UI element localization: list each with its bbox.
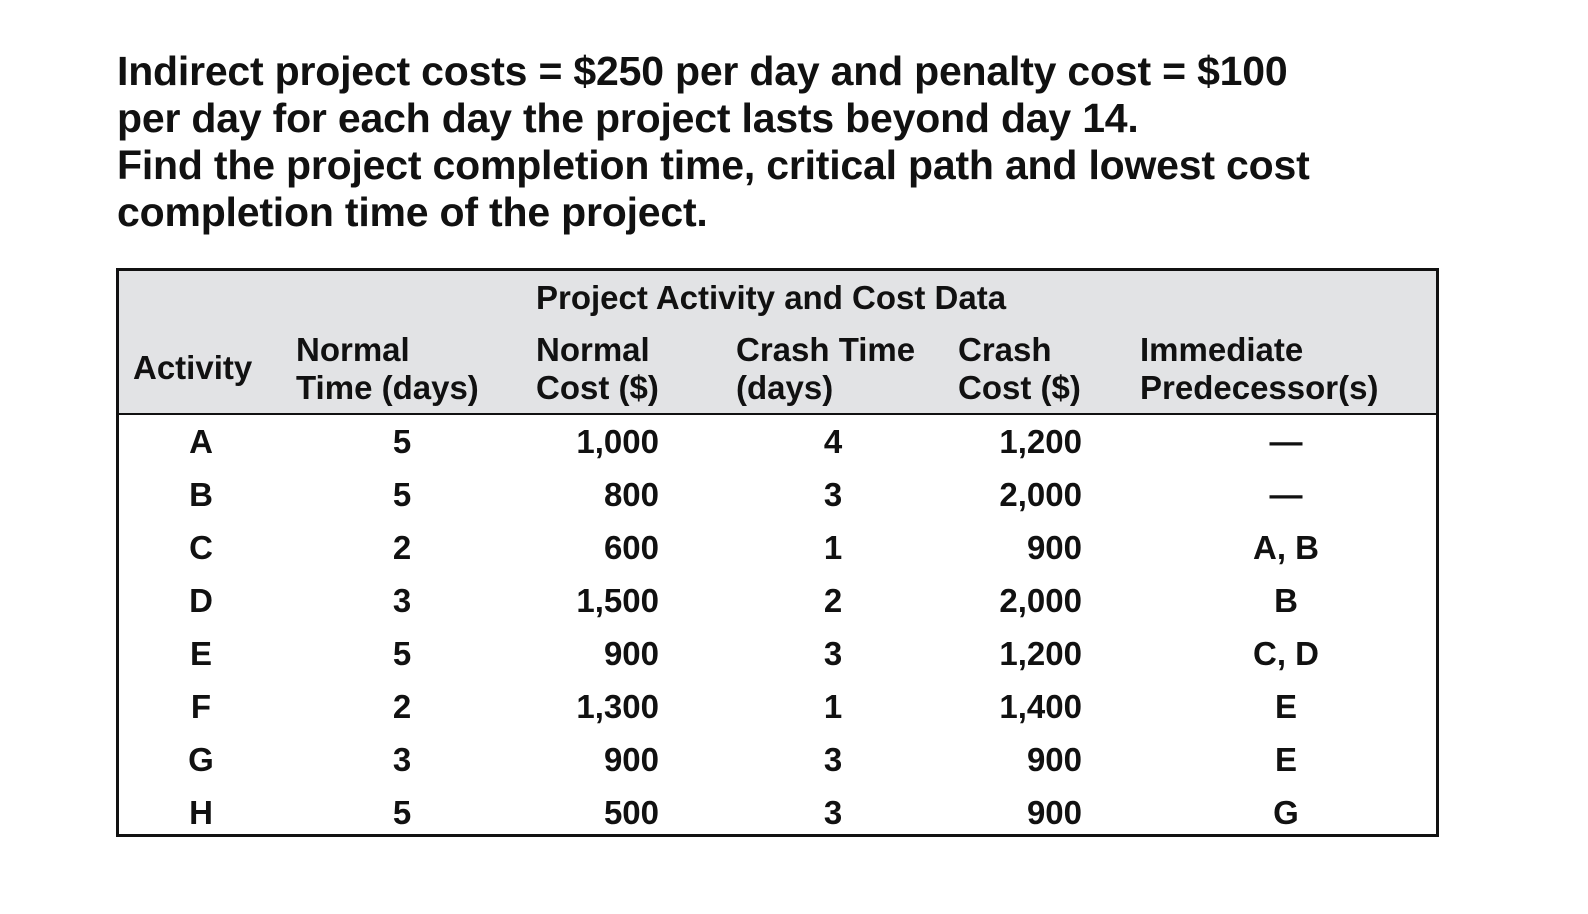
cell-normal-time: 3 — [392, 741, 412, 778]
cell-crash-time: 3 — [823, 794, 843, 831]
cell-crash-time: 1 — [823, 529, 843, 566]
cell-activity: E — [189, 635, 212, 672]
header-line: Predecessor(s) — [1140, 369, 1379, 406]
cell-normal-cost: 1,300 — [576, 688, 659, 725]
cell-normal-time: 5 — [392, 635, 412, 672]
cell-crash-cost: 1,200 — [999, 635, 1082, 672]
cell-activity: F — [190, 688, 212, 725]
header-line: Time (days) — [296, 369, 479, 406]
cell-crash-cost: 2,000 — [999, 476, 1082, 513]
table-header — [119, 271, 1436, 415]
cell-normal-time: 5 — [392, 794, 412, 831]
problem-line: per day for each day the project lasts beyond day 14. — [117, 95, 1139, 141]
cell-predecessors: — — [1269, 423, 1303, 460]
cell-predecessors: B — [1274, 582, 1298, 619]
cell-normal-cost: 900 — [603, 635, 659, 672]
cell-crash-time: 3 — [823, 635, 843, 672]
cell-crash-cost: 2,000 — [999, 582, 1082, 619]
cell-normal-time: 5 — [392, 423, 412, 460]
cell-normal-time: 3 — [392, 582, 412, 619]
problem-line: completion time of the project. — [117, 189, 708, 235]
cell-crash-cost: 900 — [1026, 741, 1082, 778]
header-line: Normal — [536, 331, 650, 368]
problem-line: Find the project completion time, critical path and lowest cost — [117, 142, 1310, 188]
cell-normal-time: 2 — [392, 688, 412, 725]
cell-activity: B — [189, 476, 213, 513]
cell-activity: A — [189, 423, 213, 460]
header-line: Crash Time — [736, 331, 916, 368]
header-line: Crash — [958, 331, 1052, 368]
header-line: Activity — [133, 349, 253, 386]
cell-normal-time: 2 — [392, 529, 412, 566]
header-crash-cost — [958, 331, 1081, 407]
header-line: Cost ($) — [958, 369, 1081, 406]
header-activity — [133, 349, 252, 387]
header-line: (days) — [736, 369, 834, 406]
cell-normal-cost: 600 — [603, 529, 659, 566]
cell-predecessors: E — [1274, 741, 1297, 778]
cell-activity: D — [189, 582, 213, 619]
cell-normal-cost: 1,500 — [576, 582, 659, 619]
header-crash-time — [736, 331, 915, 407]
cell-crash-cost: 900 — [1026, 529, 1082, 566]
cell-activity: H — [189, 794, 213, 831]
cell-crash-time: 3 — [823, 476, 843, 513]
cell-predecessors: E — [1274, 688, 1297, 725]
header-line: Normal — [296, 331, 410, 368]
cell-crash-cost: 1,200 — [999, 423, 1082, 460]
cell-crash-time: 3 — [823, 741, 843, 778]
cell-crash-time: 1 — [823, 688, 843, 725]
problem-statement — [117, 48, 1477, 236]
cell-activity: G — [188, 741, 214, 778]
cell-crash-time: 2 — [823, 582, 843, 619]
table-caption: Project Activity and Cost Data — [536, 279, 1007, 316]
cell-crash-cost: 900 — [1026, 794, 1082, 831]
cell-normal-cost: 900 — [603, 741, 659, 778]
activity-cost-table — [116, 268, 1439, 837]
header-line: Cost ($) — [536, 369, 659, 406]
cell-crash-time: 4 — [823, 423, 843, 460]
header-normal-time — [296, 331, 479, 407]
cell-activity: C — [189, 529, 213, 566]
header-predecessors — [1140, 331, 1378, 407]
cell-predecessors: C, D — [1253, 635, 1319, 672]
cell-normal-cost: 800 — [603, 476, 659, 513]
header-line: Immediate — [1140, 331, 1304, 368]
cell-predecessors: A, B — [1253, 529, 1319, 566]
cell-predecessors: G — [1273, 794, 1299, 831]
cell-normal-cost: 1,000 — [576, 423, 659, 460]
cell-normal-time: 5 — [392, 476, 412, 513]
cell-crash-cost: 1,400 — [999, 688, 1082, 725]
cell-predecessors: — — [1269, 476, 1303, 513]
header-normal-cost — [536, 331, 659, 407]
cell-normal-cost: 500 — [603, 794, 659, 831]
problem-line: Indirect project costs = $250 per day and penalty cost = $100 — [117, 48, 1288, 94]
